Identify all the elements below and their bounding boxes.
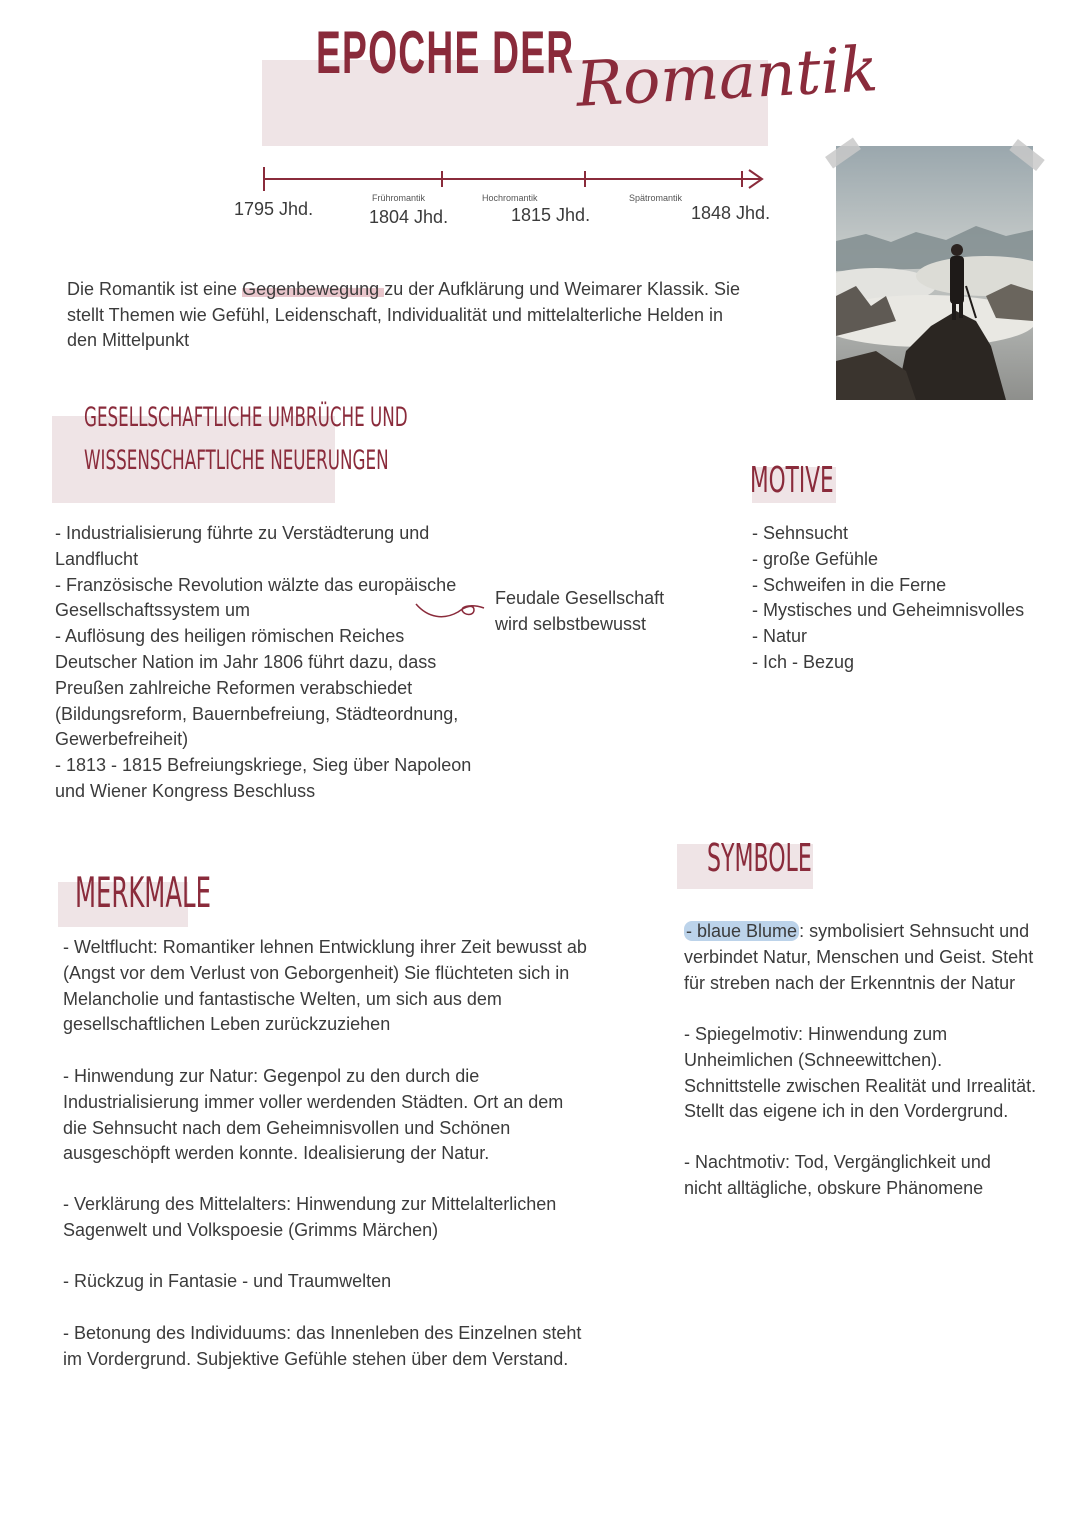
blaue-blume-highlight: - blaue Blume — [686, 921, 798, 941]
side-note-line1: Feudale Gesellschaft — [495, 588, 665, 608]
intro-text-start: Die Romantik ist eine — [67, 279, 243, 299]
motive-item: - Schweifen in die Ferne — [752, 574, 947, 595]
gesellschaft-line: Gesellschaftssystem um — [55, 600, 251, 621]
gesellschaft-line: Deutscher Nation im Jahr 1806 führt dazu, dass — [55, 651, 437, 672]
timeline-year-1795: 1795 Jhd. — [234, 199, 314, 219]
gesellschaft-line: - Französische Revolution wälzte das europäische — [55, 574, 457, 595]
side-note — [495, 586, 664, 638]
motive-item: - große Gefühle — [752, 548, 879, 569]
page-title-script: Romantik — [574, 32, 880, 121]
motive-list — [752, 521, 1024, 676]
gesellschaft-line: (Bildungsreform, Bauernbefreiung, Städteordnung, — [55, 703, 459, 724]
connector-squiggle-icon — [414, 598, 486, 624]
merkmale-block-fantasie — [63, 1269, 391, 1295]
page-title: EPOCHE DER — [316, 19, 575, 86]
symbole-block-spiegel — [684, 1022, 1036, 1125]
merkmale-line: ausgeschöpft werden konnte. Idealisierung der Natur. — [63, 1143, 490, 1164]
gesellschaft-line: Gewerbefreiheit) — [55, 729, 189, 750]
merkmale-block-mittelalter — [63, 1192, 556, 1244]
gesellschaft-list — [55, 521, 471, 805]
merkmale-block-individuum — [63, 1321, 581, 1373]
motive-heading: MOTIVE — [750, 460, 834, 501]
symbole-block-blume — [684, 919, 1033, 996]
merkmale-line: - Hinwendung zur Natur: Gegenpol zu den durch die — [63, 1066, 480, 1086]
merkmale-block-natur — [63, 1064, 563, 1167]
gesellschaft-line: - Auflösung des heiligen römischen Reiches — [55, 626, 405, 647]
symbole-line: nicht alltägliche, obskure Phänomene — [684, 1177, 984, 1198]
timeline-year-1848: 1848 Jhd. — [691, 203, 771, 223]
symbole-line: verbindet Natur, Menschen und Geist. Steht — [684, 946, 1034, 967]
symbole-line: - Nachtmotiv: Tod, Vergänglichkeit und — [684, 1152, 991, 1172]
symbole-block-nacht — [684, 1150, 991, 1202]
merkmale-line: Industrialisierung immer voller werdenden Städten. Ort an dem — [63, 1091, 564, 1112]
merkmale-block-weltflucht — [63, 935, 587, 1038]
timeline-period-hochromantik: Hochromantik — [482, 193, 538, 203]
timeline-period-fruehromantik: Frühromantik — [372, 193, 426, 203]
gesellschaft-line: - 1813 - 1815 Befreiungskriege, Sieg über Napoleon — [55, 755, 472, 776]
symbole-line: Stellt das eigene ich in den Vordergrund. — [684, 1101, 1009, 1122]
symbole-line: Unheimlichen (Schneewittchen). — [684, 1049, 943, 1070]
side-note-line2: wird selbstbewusst — [495, 613, 647, 634]
merkmale-line: - Rückzug in Fantasie - und Traumwelten — [63, 1271, 392, 1291]
merkmale-line: Melancholie und fantastische Welten, um sich aus dem — [63, 988, 502, 1009]
motive-item: - Natur — [752, 626, 808, 647]
intro-highlight-gegenbewegung: Gegenbewegung — [242, 279, 385, 299]
gesellschaft-line: Landflucht — [55, 548, 139, 569]
intro-paragraph — [67, 277, 807, 354]
gesellschaft-heading-line1: GESELLSCHAFTLICHE UMBRÜCHE UND — [84, 402, 408, 433]
merkmale-heading: MERKMALE — [75, 868, 211, 917]
timeline-year-1815: 1815 Jhd. — [511, 205, 591, 225]
wanderer-painting-icon — [836, 146, 1033, 400]
blaue-blume-text: : symbolisiert Sehnsucht und — [799, 921, 1030, 941]
merkmale-line: gesellschaftlichen Leben zurückzuziehen — [63, 1014, 391, 1035]
merkmale-line: im Vordergrund. Subjektive Gefühle stehen über dem Verstand. — [63, 1348, 569, 1369]
gesellschaft-line: - Industrialisierung führte zu Verstädterung und — [55, 523, 430, 543]
merkmale-line: - Verklärung des Mittelalters: Hinwendung zur Mittelalterlichen — [63, 1194, 557, 1214]
merkmale-line: Sagenwelt und Volkspoesie (Grimms Märchen) — [63, 1219, 439, 1240]
symbole-line: - Spiegelmotiv: Hinwendung zum — [684, 1024, 948, 1044]
merkmale-line: (Angst vor dem Verlust von Geborgenheit) Sie flüchteten sich in — [63, 962, 570, 983]
symbole-line: für streben nach der Erkenntnis der Natur — [684, 972, 1016, 993]
intro-line-3: den Mittelpunkt — [67, 330, 190, 351]
painting-image — [836, 146, 1033, 400]
symbole-heading: SYMBOLE — [707, 836, 812, 880]
timeline-period-spaetromantik: Spätromantik — [629, 193, 683, 203]
motive-item: - Mystisches und Geheimnisvolles — [752, 600, 1025, 621]
intro-line-2: stellt Themen wie Gefühl, Leidenschaft, Individualität und mittelalterliche Helden in — [67, 304, 724, 325]
merkmale-line: die Sehnsucht nach dem Geheimnisvollen und Schönen — [63, 1117, 511, 1138]
merkmale-line: - Betonung des Individuums: das Innenleben des Einzelnen steht — [63, 1323, 582, 1343]
merkmale-line: - Weltflucht: Romantiker lehnen Entwicklung ihrer Zeit bewusst ab — [63, 937, 587, 957]
gesellschaft-line: Preußen zahlreiche Reformen verabschiedet — [55, 677, 413, 698]
gesellschaft-heading-line2: WISSENSCHAFTLICHE NEUERUNGEN — [84, 445, 389, 476]
motive-item: - Sehnsucht — [752, 523, 849, 543]
motive-item: - Ich - Bezug — [752, 651, 855, 672]
gesellschaft-line: und Wiener Kongress Beschluss — [55, 780, 316, 801]
symbole-line: Schnittstelle zwischen Realität und Irrealität. — [684, 1075, 1037, 1096]
intro-text-after: zu der Aufklärung und Weimarer Klassik. Sie — [384, 279, 741, 299]
timeline-axis — [255, 164, 775, 196]
timeline-year-1804: 1804 Jhd. — [369, 207, 449, 227]
